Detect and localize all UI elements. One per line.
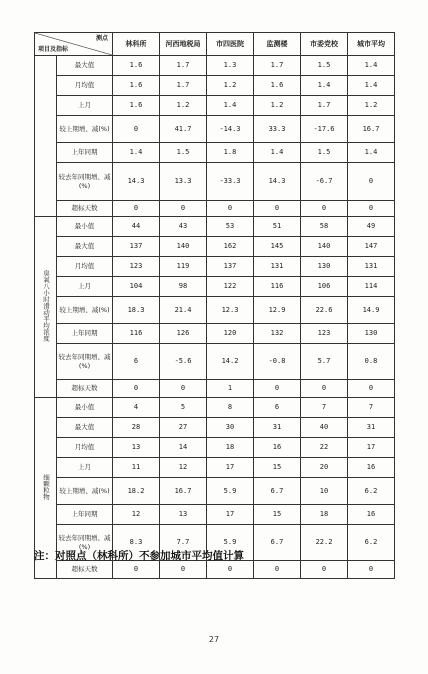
footnote: 注：对照点（林科所）不参加城市平均值计算 [34,550,244,562]
value-cell: 17 [348,438,395,458]
row-label: 超标天数 [57,561,113,579]
value-cell: 15 [254,458,301,478]
row-label: 较上期增、减(%) [57,116,113,143]
row-label: 月均值 [57,76,113,96]
value-cell: 15 [254,505,301,525]
value-cell: 0 [113,201,160,217]
value-cell: 0 [113,380,160,398]
value-cell: 1.7 [160,56,207,76]
value-cell: 18 [207,438,254,458]
row-label: 最大值 [57,237,113,257]
value-cell: 0 [348,163,395,201]
table-row [35,297,395,324]
value-cell: 0 [160,380,207,398]
value-cell: 106 [301,277,348,297]
value-cell: 145 [254,237,301,257]
corner-bottom-label: 项目及指标 [38,46,69,53]
table-row [35,76,395,96]
table-row [35,458,395,478]
value-cell: 41.7 [160,116,207,143]
value-cell: -14.3 [207,116,254,143]
value-cell: 14 [160,438,207,458]
value-cell: 7.7 [160,525,207,561]
value-cell: 0.8 [348,344,395,380]
value-cell: 104 [113,277,160,297]
value-cell: 1 [207,380,254,398]
row-label: 上年同期 [57,143,113,163]
value-cell: 16 [348,505,395,525]
value-cell: 98 [160,277,207,297]
value-cell: 51 [254,217,301,237]
value-cell: 53 [207,217,254,237]
value-cell: 137 [207,257,254,277]
table-row [35,217,395,237]
value-cell: -0.8 [254,344,301,380]
row-label: 月均值 [57,257,113,277]
table-row [35,478,395,505]
value-cell: 130 [348,324,395,344]
row-label: 上年同期 [57,505,113,525]
value-cell: 1.4 [207,96,254,116]
value-cell: 147 [348,237,395,257]
row-label: 最小值 [57,217,113,237]
row-label: 超标天数 [57,380,113,398]
value-cell: 137 [113,237,160,257]
station-header: 市四医院 [207,33,254,56]
value-cell: 6 [113,344,160,380]
value-cell: 1.4 [348,56,395,76]
value-cell: 16.7 [348,116,395,143]
value-cell: 120 [207,324,254,344]
value-cell: 16.7 [160,478,207,505]
value-cell: 132 [254,324,301,344]
value-cell: 0 [113,561,160,579]
value-cell: 1.3 [207,56,254,76]
row-label: 上年同期 [57,324,113,344]
value-cell: 6.2 [348,478,395,505]
value-cell: 43 [160,217,207,237]
value-cell: 119 [160,257,207,277]
value-cell: 12 [113,505,160,525]
value-cell: 122 [207,277,254,297]
value-cell: 40 [301,418,348,438]
row-label: 上月 [57,277,113,297]
value-cell: 116 [113,324,160,344]
value-cell: 0 [254,561,301,579]
value-cell: 0 [301,380,348,398]
value-cell: 44 [113,217,160,237]
value-cell: 0 [348,380,395,398]
value-cell: 12 [160,458,207,478]
value-cell: 140 [301,237,348,257]
value-cell: 0 [301,201,348,217]
table-row [35,201,395,217]
group-label: 细颗粒物 [42,473,50,500]
row-label: 超标天数 [57,201,113,217]
value-cell: -6.7 [301,163,348,201]
value-cell: 7 [301,398,348,418]
value-cell: 1.2 [207,76,254,96]
value-cell: 12.9 [254,297,301,324]
value-cell: 5.9 [207,525,254,561]
value-cell: 1.6 [254,76,301,96]
group-label: 臭氧八小时滑动平均浓度 [42,269,50,342]
value-cell: 31 [254,418,301,438]
table-row [35,324,395,344]
value-cell: 6.7 [254,478,301,505]
station-header: 河西地税局 [160,33,207,56]
value-cell: 1.4 [301,76,348,96]
value-cell: 6.7 [254,525,301,561]
table-row [35,237,395,257]
value-cell: 16 [254,438,301,458]
value-cell: 8.3 [113,525,160,561]
row-label: 较去年同期增、减(%) [57,163,113,201]
value-cell: 0 [254,201,301,217]
value-cell: 1.6 [113,56,160,76]
value-cell: 0 [207,561,254,579]
value-cell: 11 [113,458,160,478]
value-cell: 1.4 [254,143,301,163]
value-cell: 18 [301,505,348,525]
value-cell: 0 [348,561,395,579]
row-label: 较上期增、减(%) [57,297,113,324]
value-cell: 13 [113,438,160,458]
value-cell: 1.5 [160,143,207,163]
value-cell: 10 [301,478,348,505]
value-cell: -5.6 [160,344,207,380]
value-cell: 130 [301,257,348,277]
value-cell: 28 [113,418,160,438]
table-row [35,505,395,525]
value-cell: 27 [160,418,207,438]
header-row [35,33,395,56]
value-cell: 30 [207,418,254,438]
value-cell: -17.6 [301,116,348,143]
row-label: 月均值 [57,438,113,458]
value-cell: 0 [160,561,207,579]
value-cell: 1.7 [160,76,207,96]
value-cell: 0 [160,201,207,217]
value-cell: 1.6 [113,96,160,116]
value-cell: 14.2 [207,344,254,380]
value-cell: 5.7 [301,344,348,380]
table-row [35,380,395,398]
value-cell: 14.3 [113,163,160,201]
value-cell: 1.8 [207,143,254,163]
table-row [35,96,395,116]
value-cell: 114 [348,277,395,297]
value-cell: -33.3 [207,163,254,201]
table-row [35,56,395,76]
corner-header-cell [35,33,113,56]
value-cell: 22 [301,438,348,458]
value-cell: 116 [254,277,301,297]
value-cell: 17 [207,505,254,525]
value-cell: 16 [348,458,395,478]
value-cell: 131 [348,257,395,277]
value-cell: 140 [160,237,207,257]
value-cell: 162 [207,237,254,257]
value-cell: 49 [348,217,395,237]
table-row [35,163,395,201]
value-cell: 0 [113,116,160,143]
value-cell: 1.7 [301,96,348,116]
table-body [35,56,395,579]
row-label: 最大值 [57,418,113,438]
value-cell: 1.2 [254,96,301,116]
station-header: 林科所 [113,33,160,56]
table-row [35,257,395,277]
table-row [35,344,395,380]
value-cell: 21.4 [160,297,207,324]
value-cell: 0 [254,380,301,398]
value-cell: 123 [113,257,160,277]
value-cell: 31 [348,418,395,438]
page-number: 27 [208,635,220,644]
value-cell: 5 [160,398,207,418]
air-quality-table [34,32,395,579]
station-header: 监测楼 [254,33,301,56]
row-label: 上月 [57,96,113,116]
value-cell: 0 [207,201,254,217]
station-header: 城市平均 [348,33,395,56]
value-cell: 1.4 [113,143,160,163]
value-cell: 5.9 [207,478,254,505]
value-cell: 1.4 [348,76,395,96]
value-cell: 22.6 [301,297,348,324]
group-label-cell [35,217,57,398]
value-cell: 18.2 [113,478,160,505]
row-label: 上月 [57,458,113,478]
value-cell: 20 [301,458,348,478]
table-row [35,418,395,438]
value-cell: 58 [301,217,348,237]
value-cell: 6 [254,398,301,418]
value-cell: 17 [207,458,254,478]
value-cell: 131 [254,257,301,277]
value-cell: 0 [348,201,395,217]
value-cell: 4 [113,398,160,418]
station-header: 市委党校 [301,33,348,56]
value-cell: 1.6 [113,76,160,96]
row-label: 较去年同期增、减(%) [57,344,113,380]
value-cell: 13.3 [160,163,207,201]
value-cell: 1.5 [301,56,348,76]
row-label: 最小值 [57,398,113,418]
row-label: 最大值 [57,56,113,76]
value-cell: 123 [301,324,348,344]
value-cell: 14.9 [348,297,395,324]
table-row [35,438,395,458]
table-row [35,398,395,418]
value-cell: 0 [301,561,348,579]
value-cell: 12.3 [207,297,254,324]
group-label-cell [35,56,57,217]
value-cell: 6.2 [348,525,395,561]
value-cell: 33.3 [254,116,301,143]
value-cell: 1.2 [160,96,207,116]
value-cell: 13 [160,505,207,525]
row-label: 较上期增、减(%) [57,478,113,505]
value-cell: 18.3 [113,297,160,324]
value-cell: 1.4 [348,143,395,163]
corner-top-label: 测点 [95,35,108,42]
row-label: 较去年同期增、减(%) [57,525,113,561]
value-cell: 22.2 [301,525,348,561]
value-cell: 1.7 [254,56,301,76]
table-row [35,143,395,163]
value-cell: 126 [160,324,207,344]
value-cell: 7 [348,398,395,418]
table-row [35,116,395,143]
value-cell: 8 [207,398,254,418]
value-cell: 1.2 [348,96,395,116]
table-row [35,277,395,297]
value-cell: 1.5 [301,143,348,163]
table-row [35,561,395,579]
value-cell: 14.3 [254,163,301,201]
